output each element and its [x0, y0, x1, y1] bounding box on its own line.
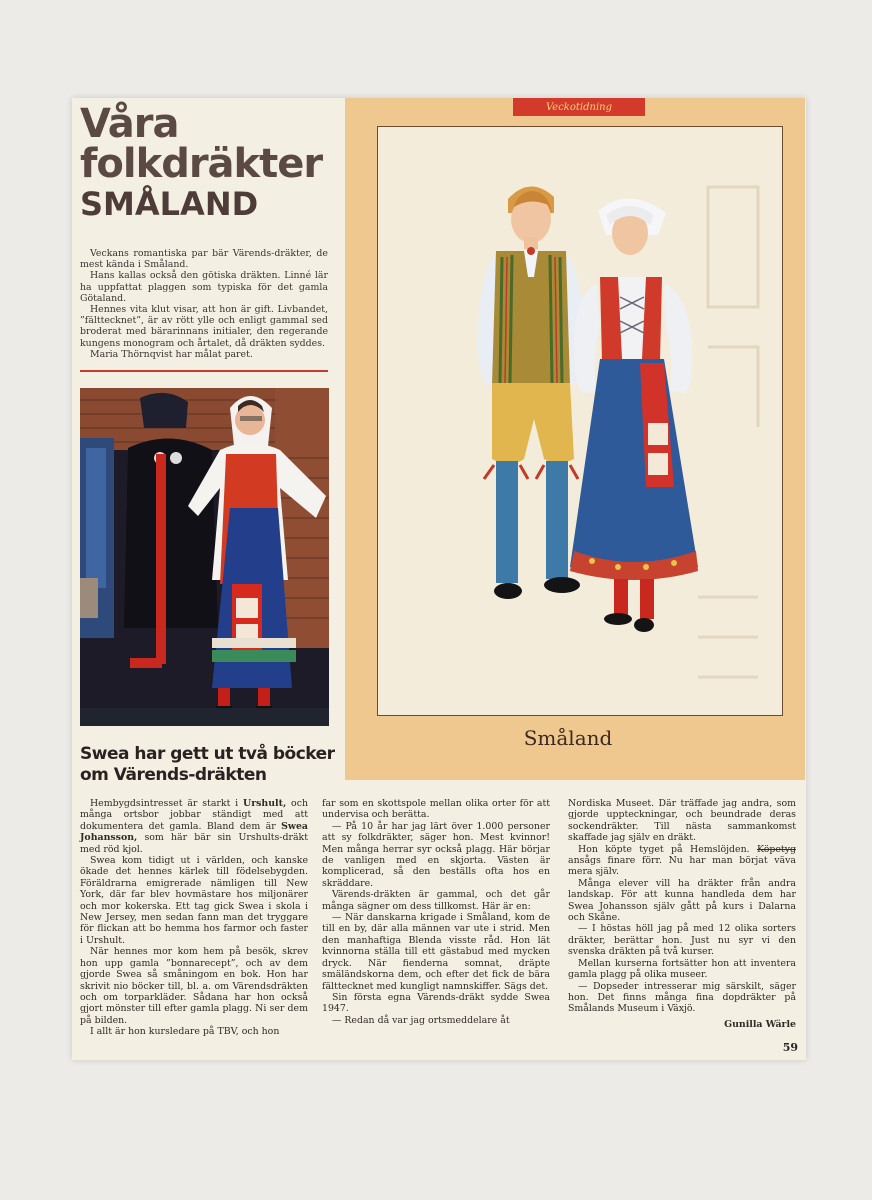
article-paragraph: Mellan kurserna fortsätter hon att inventera gamla plagg på olika museer.	[568, 957, 796, 981]
illustration-caption: Småland	[523, 726, 613, 750]
article-paragraph: I allt är hon kursledare på TBV, och hon	[90, 1026, 280, 1038]
intro-paragraph: Hennes vita klut visar, att hon är gift. Livbandet, ”fälttecknet”, är av rött ylle och enligt gammal sed broderat med bärarinnans initialer, den regerande kungens monogram och årtalet, då dräkten syddes.	[80, 304, 328, 349]
article-paragraph: — Dopseder intresserar mig särskilt, säger hon. Det finns många fina dopdräkter på Smålands Museum i Växjö.	[568, 980, 796, 1015]
article-paragraph: Nordiska Museet. Där träffade jag andra, som gjorde uppteckningar, och beundrade deras sockendräkter. Till nästa sammankomst skaffade jag själv en dräkt.	[568, 798, 796, 844]
article-paragraph: När hennes mor kom hem på besök, skrev hon upp gamla ”bonnarecept”, och av dem gjorde Swea så småningom en bok. Hon har skrivit nio böcker till, bl. a. om Värendsdräkten och om torparkläder. Sådana har hon också gjort mönster till efter gamla plagg. Ni ser dem på bilden.	[80, 946, 308, 1026]
article-column-1	[80, 798, 308, 1038]
byline: Gunilla Wärle	[724, 1018, 796, 1030]
intro-paragraph: Veckans romantiska par bär Värends-dräkter, de mest kända i Småland.	[80, 248, 328, 271]
article-paragraph: Sin första egna Värends-dräkt sydde Swea 1947.	[322, 991, 550, 1015]
magazine-tag: Veckotidning	[513, 98, 645, 116]
article-paragraph: Swea kom tidigt ut i världen, och kanske ökade det hennes kärlek till födelsebygden. Föräldrarna emigrerade nämligen till New York, där far blev hovmästare hos miljonärer och mor kokerska. Ett tag gick Swea i skola i New Jersey, men sedan fann man det tryggare för flickan att bo hemma hos farmor och faster i Urshult.	[80, 855, 308, 946]
article-paragraph: — Redan då var jag ortsmeddelare åt	[332, 1014, 510, 1026]
intro-paragraph: Hans kallas också den götiska dräkten. Linné lär ha uppfattat plaggen som typiska för det gamla Götaland.	[80, 270, 328, 304]
article-column-3	[568, 798, 796, 1030]
intro-paragraph: Maria Thörnqvist har målat paret.	[90, 348, 253, 360]
page-number: 59	[782, 1041, 798, 1054]
intro-text	[80, 248, 328, 360]
page-title	[80, 101, 340, 224]
magazine-page	[72, 98, 806, 1060]
illustration-panel	[345, 98, 805, 780]
swea-photo	[80, 388, 329, 726]
red-divider	[80, 370, 328, 372]
title-region: SMÅLAND	[80, 185, 259, 223]
article-paragraph: Många elever vill ha dräkter från andra landskap. För att kunna handleda dem har Swea Johansson själv gått på kurs i Dalarna och Skåne.	[568, 877, 796, 924]
article-paragraph: — När danskarna krigade i Småland, kom de till en by, där alla männen var ute i strid. Men den manhaftiga Blenda visste råd. Hon lät kvinnorna ställa till ett gästabud med mycken dryck. När fienderna somnat, dräpte smäländskorna dem, och efter det fick de bära fälttecknet med kungligt namnskiffer. Sägs det.	[322, 912, 550, 992]
article-paragraph: Hon köpte tyget på Hemslöjden. Köpetyg ansågs finare förr. Nu har man börjat väva mera själv.	[568, 843, 796, 878]
article-column-2	[322, 798, 550, 1026]
article-paragraph: Värends-dräkten är gammal, och det går många sägner om dess tillkomst. Här är en:	[322, 889, 550, 912]
article-paragraph: Hembygdsintresset är starkt i Urshult, och många ortsbor jobbar ständigt med att dokumentera det gamla. Bland dem är Swea Johansson, som här bär sin Urshults-dräkt med röd kjol.	[80, 798, 308, 855]
article-paragraph: far som en skottspole mellan olika orter för att undervisa och berätta.	[322, 798, 550, 821]
title-line-1: Våra	[80, 101, 179, 147]
article-heading: Swea har gett ut två böcker om Värends-dräkten	[80, 744, 335, 785]
article-paragraph: — På 10 år har jag lärt över 1.000 personer att sy folkdräkter, säger hon. Mest kvinnor! Men många herrar syr också plagg. Här börjar de vanligen med en skjorta. Västen är komplicerad, så den beställs ofta hos en skräddare.	[322, 820, 550, 889]
costume-illustration	[377, 126, 783, 716]
title-line-2: folkdräkter	[80, 141, 323, 187]
article-paragraph: — I höstas höll jag på med 12 olika sorters dräkter, berättar hon. Just nu syr vi den svenska dräkten på två kurser.	[568, 923, 796, 958]
